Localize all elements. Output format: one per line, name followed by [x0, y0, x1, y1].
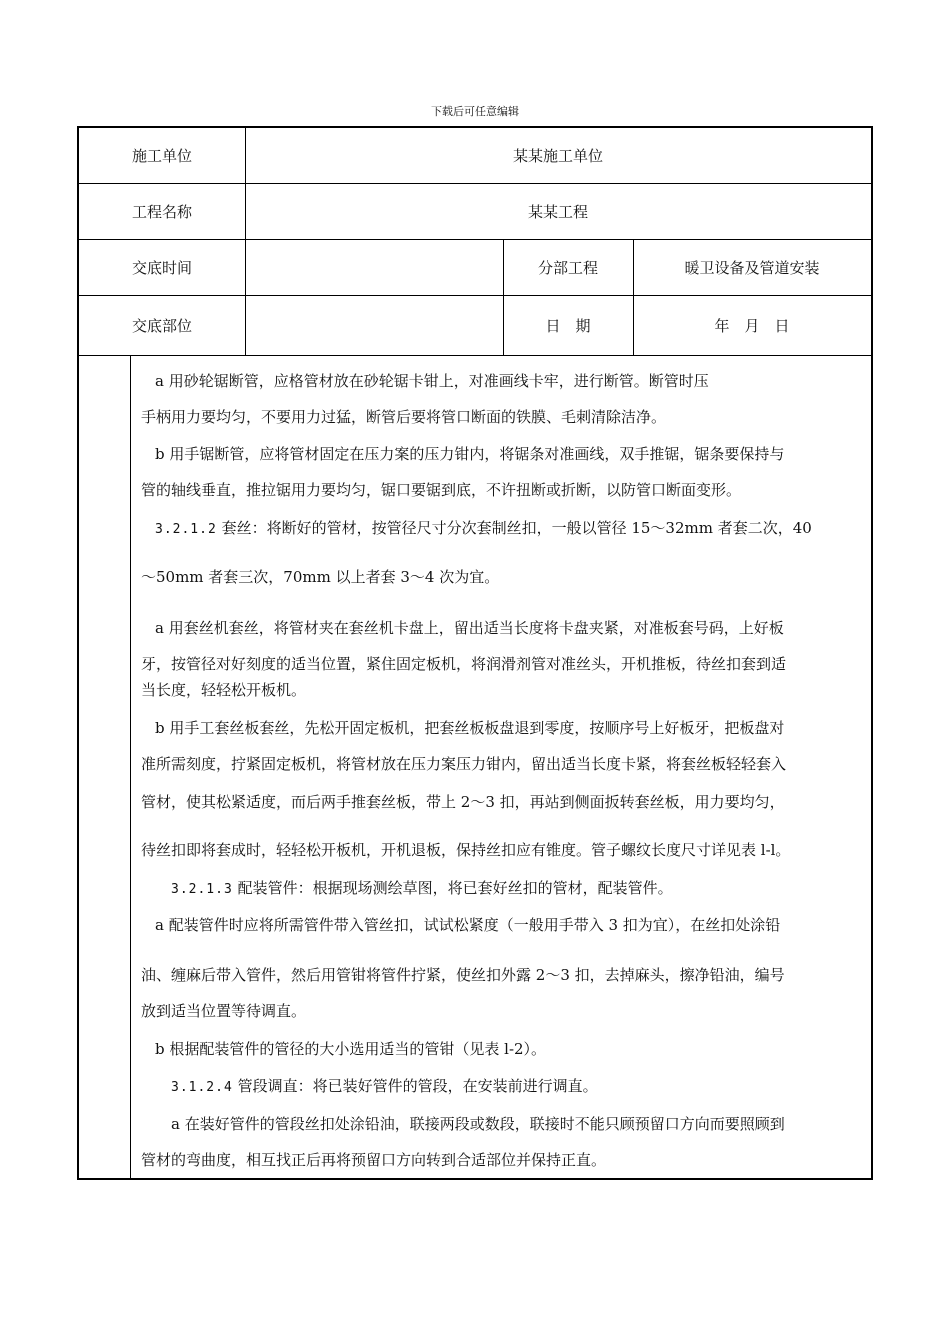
row-disclosure-time: [79, 240, 871, 296]
subproject-value: 暖卫设备及管道安装: [684, 259, 820, 277]
paragraph-line: a 配装管件时应将所需管件带入管丝扣，试试松紧度（一般用手带入 3 扣为宜），在丝扣处涂铅: [155, 916, 781, 934]
section-text: 配装管件：根据现场测绘草图，将已套好丝扣的管材，配装管件。: [232, 879, 673, 897]
paragraph-line: 放到适当位置等待调直。: [141, 1002, 307, 1020]
part-label: 交底部位: [131, 317, 192, 335]
time-value: [245, 240, 503, 295]
paragraph-line: 待丝扣即将套成时，轻轻松开板机，开机退板，保持丝扣应有锥度。管子螺纹长度尺寸详见表 l-l。: [141, 841, 791, 859]
disclosure-content: [79, 356, 871, 1178]
section-text: 管段调直：将已装好管件的管段，在安装前进行调直。: [232, 1077, 598, 1095]
paragraph-line: 牙，按管径对好刻度的适当位置，紧住固定板机，将润滑剂管对准丝头，开机推板，待丝扣套到适: [141, 655, 787, 673]
part-value: [245, 296, 503, 355]
paragraph-line: 管材的弯曲度，相互找正后再将预留口方向转到合适部位并保持正直。: [141, 1151, 607, 1169]
paragraph-line: ～50mm 者套三次，70mm 以上者套 3～4 次为宜。: [141, 568, 500, 586]
paragraph-line: b 用手锯断管，应将管材固定在压力案的压力钳内，将锯条对准画线，双手推锯，锯条要保持与: [155, 445, 785, 463]
paragraph-line: a 用套丝机套丝，将管材夹在套丝机卡盘上，留出适当长度将卡盘夹紧，对准板套号码，上好板: [155, 619, 784, 637]
paragraph-line: 管材，使其松紧适度，而后两手推套丝板，带上 2～3 扣，再站到侧面扳转套丝板，用力要均匀，: [141, 793, 785, 811]
date-label: 日 期: [545, 317, 591, 335]
row-project-name: [79, 184, 871, 240]
paragraph-line: a 用砂轮锯断管，应格管材放在砂轮锯卡钳上，对准画线卡牢，进行断管。断管时压: [155, 372, 709, 390]
project-label: 工程名称: [131, 203, 192, 221]
row-construction-unit: [79, 128, 871, 184]
section-number: 3.2.1.3: [171, 882, 233, 897]
paragraph-line: 手柄用力要均匀，不要用力过猛，断管后要将管口断面的铁膜、毛刺清除洁净。: [141, 408, 667, 426]
unit-label: 施工单位: [131, 147, 192, 165]
subproject-label: 分部工程: [537, 259, 598, 277]
time-label: 交底时间: [131, 259, 192, 277]
section-text: 套丝：将断好的管材，按管径尺寸分次套制丝扣，一般以管径 15～32mm 者套二次，40: [216, 519, 812, 537]
paragraph-line: 管的轴线垂直，推拉锯用力要均匀，锯口要锯到底，不许扭断或折断，以防管口断面变形。: [141, 481, 742, 499]
unit-value: 某某施工单位: [512, 147, 603, 165]
paragraph-line: b 根据配装管件的管径的大小选用适当的管钳（见表 l-2）。: [155, 1040, 547, 1058]
disclosure-table: [77, 126, 873, 1180]
paragraph-line: 油、缠麻后带入管件，然后用管钳将管件拧紧，使丝扣外露 2～3 扣，去掉麻头，擦净铅油，编号: [141, 966, 785, 984]
row-disclosure-part: [79, 296, 871, 356]
paragraph-line: [171, 1076, 896, 1098]
paragraph-line: [171, 878, 896, 900]
header-note: 下载后可任意编辑: [431, 105, 519, 118]
project-value: 某某工程: [527, 203, 588, 221]
paragraph-line: a 在装好管件的管段丝扣处涂铅油，联接两段或数段，联接时不能只顾预留口方向而要照顾到: [171, 1115, 785, 1133]
paragraph-line: 准所需刻度，拧紧固定板机，将管材放在压力案压力钳内，留出适当长度卡紧，将套丝板轻轻套入: [141, 755, 787, 773]
section-number: 3.2.1.2: [155, 522, 217, 537]
paragraph-line: 当长度，轻轻松开板机。: [141, 681, 307, 699]
paragraph-line: b 用手工套丝板套丝，先松开固定板机，把套丝板板盘退到零度，按顺序号上好板牙，把板盘对: [155, 719, 785, 737]
section-number: 3.1.2.4: [171, 1080, 233, 1095]
paragraph-line: [155, 518, 880, 540]
left-margin-column: [130, 356, 131, 1178]
date-value: 年 月 日: [714, 317, 790, 335]
